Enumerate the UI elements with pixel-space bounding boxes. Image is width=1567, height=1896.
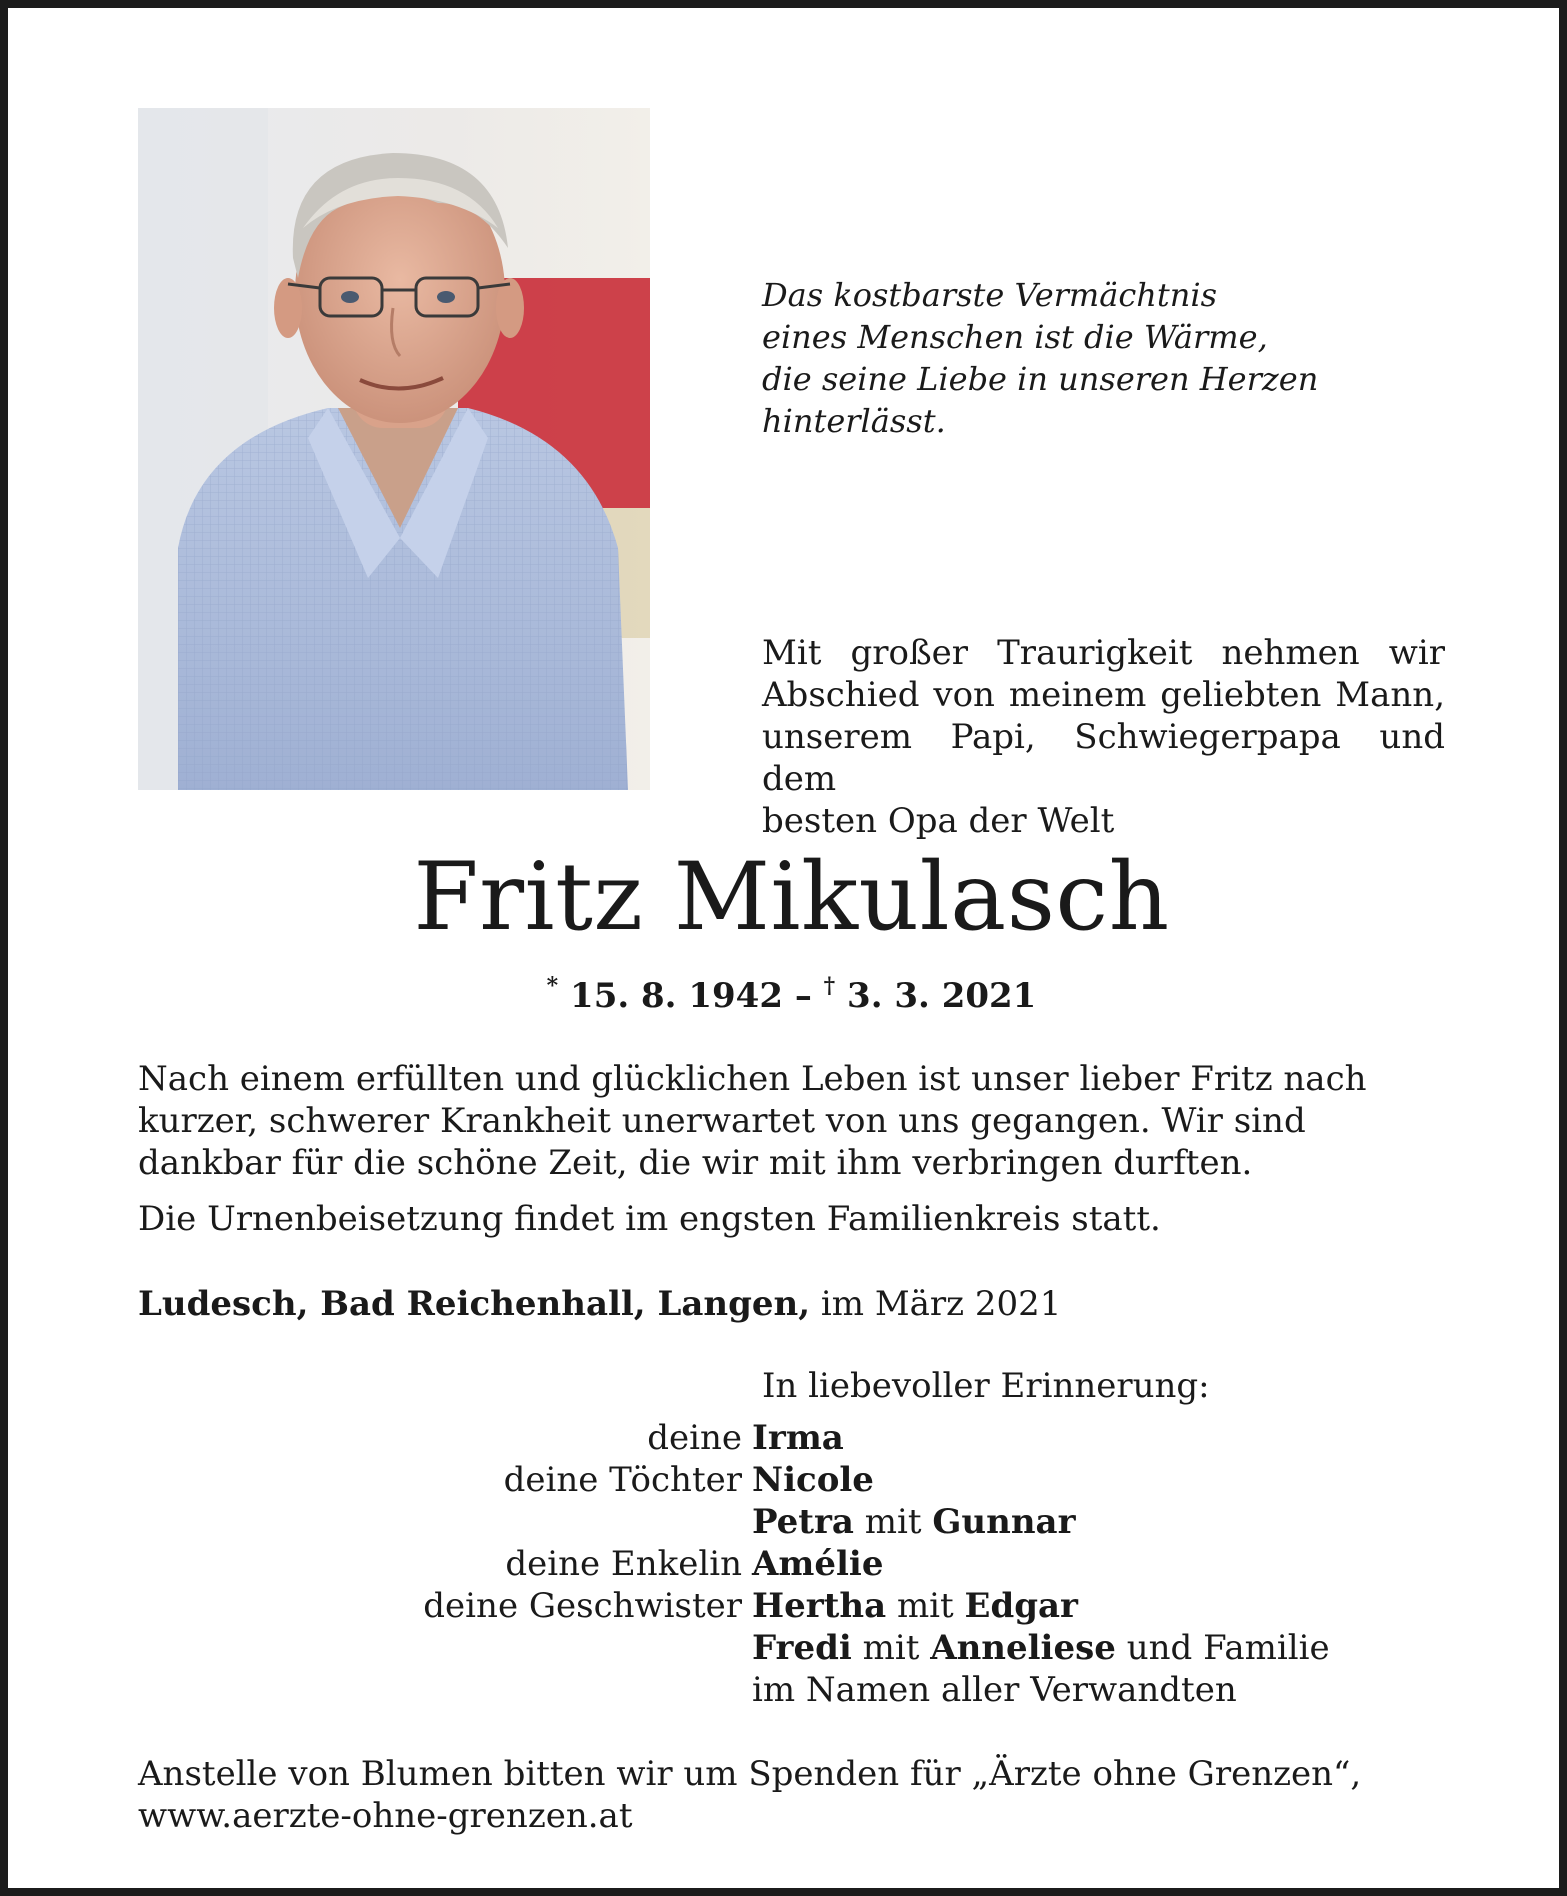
family-member-name: Nicole [752,1460,874,1500]
memory-heading: In liebevoller Erinnerung: [762,1366,1210,1406]
date-separator: – [794,976,812,1016]
family-member-name: Gunnar [932,1502,1076,1542]
family-relation: deine Enkelin [505,1544,742,1584]
family-list [308,1417,1458,1711]
family-relation [308,1669,752,1711]
motto-line: eines Menschen ist die Wärme, [762,318,1268,356]
place-names: Ludesch, Bad Reichenhall, Langen, [138,1284,811,1324]
funeral-note: Die Urnenbeisetzung findet im engsten Familienkreis statt. [138,1199,1161,1239]
birth-symbol: * [546,973,559,999]
notice-date: im März 2021 [820,1284,1062,1324]
motto-line: die seine Liebe in unseren Herzen [762,360,1319,398]
motto-line: hinterlässt. [762,402,946,440]
family-member-name: Fredi [752,1628,852,1668]
name-joiner: mit [862,1628,920,1668]
portrait-photo [138,108,650,790]
intro-line: unserem Papi, Schwiegerpapa und dem [762,717,1445,799]
family-member-name: Amélie [752,1544,884,1584]
body-paragraph: Nach einem erfüllten und glücklichen Leben ist unser lieber Fritz nach kurzer, schwerer Krankheit unerwartet von uns gegangen. Wir sind dankbar für die schöne Zeit, die wir mit ihm verbringen durften. [138,1059,1367,1183]
family-row [308,1627,1458,1669]
intro-text [762,632,1445,842]
intro-line: Mit großer Traurigkeit nehmen wir [762,633,1445,673]
family-relation [308,1627,752,1669]
family-member-name: Irma [752,1418,844,1458]
donation-note [138,1753,1448,1837]
motto-quote [762,274,1462,442]
deceased-name: Fritz Mikulasch [413,843,1170,952]
name-suffix: und Familie [1126,1628,1330,1668]
motto-line: Das kostbarste Vermächtnis [762,276,1217,314]
death-date: 3. 3. 2021 [847,976,1037,1016]
family-member-name: Hertha [752,1586,887,1626]
life-dates [8,973,1567,1016]
family-row [308,1417,1458,1459]
death-symbol: † [823,973,836,999]
family-row [308,1543,1458,1585]
family-relation: deine [647,1418,742,1458]
family-member-name: Anneliese [930,1628,1116,1668]
place-and-date [138,1283,1448,1325]
family-row [308,1669,1458,1711]
family-member-name: Edgar [964,1586,1078,1626]
relatives-note: im Namen aller Verwandten [752,1670,1237,1710]
family-row [308,1585,1458,1627]
birth-date: 15. 8. 1942 [570,976,783,1016]
intro-line: besten Opa der Welt [762,801,1115,841]
donation-url: www.aerzte-ohne-grenzen.at [138,1796,633,1836]
portrait-illustration [138,108,650,790]
intro-line: Abschied von meinem geliebten Mann, [762,675,1445,715]
family-relation: deine Geschwister [423,1586,742,1626]
family-relation [308,1501,752,1543]
family-relation: deine Töchter [503,1460,742,1500]
family-row [308,1459,1458,1501]
family-row [308,1501,1458,1543]
donation-line: Anstelle von Blumen bitten wir um Spenden für „Ärzte ohne Grenzen“, [138,1754,1362,1794]
family-member-name: Petra [752,1502,854,1542]
name-joiner: mit [864,1502,922,1542]
name-joiner: mit [896,1586,954,1626]
